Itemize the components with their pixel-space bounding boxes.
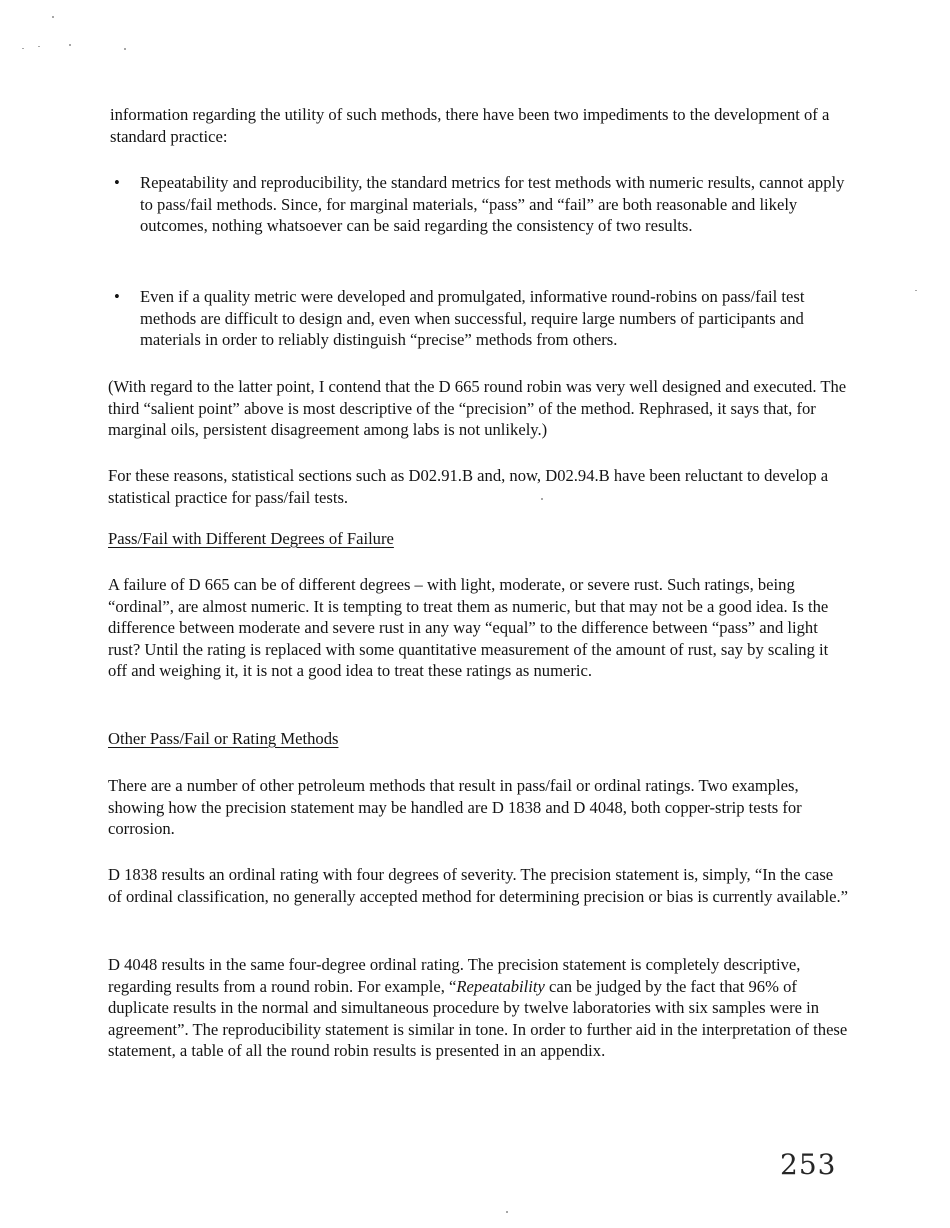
other-methods-paragraph: There are a number of other petroleum methods that result in pass/fail or ordinal ratings. Two examples, showing how the precision statement may be handled are D 1838 and D 4048, both copper-strip tests for corrosion. <box>108 776 802 839</box>
degrees-paragraph: A failure of D 665 can be of different degrees – with light, moderate, or severe rust. Such ratings, being “ordinal”, are almost numeric. It is tempting to treat them as numeric, but that may not be a good idea. Is the difference between moderate and severe rust in any way “equal” to the difference between “pass” and light rust? Until the rating is replaced with some quantitative measurement of the amount of rust, say by scaling it off and weighing it, it is not a good idea to treat these ratings as numeric. <box>108 575 829 681</box>
latter-point-paragraph: (With regard to the latter point, I contend that the D 665 round robin was very well designed and executed. The third “salient point” above is most descriptive of the “precision” of the method. Rephrased, it says that, for marginal oils, persistent disagreement among labs is not unlikely.) <box>108 377 847 440</box>
section-heading-degrees: Pass/Fail with Different Degrees of Failure <box>108 529 394 548</box>
d4048-text-start: D 4048 results in the same four-degree ordinal rating. The precision statement is completely descriptive, regarding results from a round robin. For example, “ <box>108 955 801 996</box>
bullet-marker: • <box>114 173 120 192</box>
bullet-marker: • <box>114 287 120 306</box>
d4048-text-end: can be judged by the fact that 96% of duplicate results in the normal and simultaneous procedure by twelve laboratories with six samples were in agreement”. The reproducibility statement is similar in tone. In order to further aid in the interpretation of these statement, a table of all the round robin results is presented in an appendix. <box>108 976 848 1061</box>
scan-speck <box>69 44 71 46</box>
reasons-paragraph: For these reasons, statistical sections such as D02.91.B and, now, D02.94.B have been reluctant to develop a statistical practice for pass/fail tests. <box>108 466 829 507</box>
page-number: 253 <box>780 1148 837 1181</box>
scan-speck <box>52 16 54 18</box>
scan-speck <box>915 290 917 291</box>
intro-paragraph: information regarding the utility of such methods, there have been two impediments to the development of a standard practice: <box>110 105 830 146</box>
section-heading-other: Other Pass/Fail or Rating Methods <box>108 729 339 748</box>
bullet-text: Repeatability and reproducibility, the standard metrics for test methods with numeric results, cannot apply to pass/fail methods. Since, for marginal materials, “pass” and “fail” are both reasonable and likely outcomes, nothing whatsoever can be said regarding the consistency of two results. <box>140 173 845 236</box>
scan-speck <box>22 48 24 49</box>
scan-speck <box>506 1211 508 1213</box>
bullet-text: Even if a quality metric were developed and promulgated, informative round-robins on pass/fail test methods are difficult to design and, even when successful, require large numbers of participants and materials in order to reliably distinguish “precise” methods from others. <box>140 287 805 350</box>
d4048-emphasis: Repeatability <box>456 976 545 996</box>
scan-speck <box>124 48 126 50</box>
d1838-paragraph: D 1838 results an ordinal rating with four degrees of severity. The precision statement is, simply, “In the case of ordinal classification, no generally accepted method for determining precision or bias is currently available.” <box>108 865 848 906</box>
scan-speck <box>38 46 40 47</box>
d4048-paragraph <box>108 954 848 1062</box>
